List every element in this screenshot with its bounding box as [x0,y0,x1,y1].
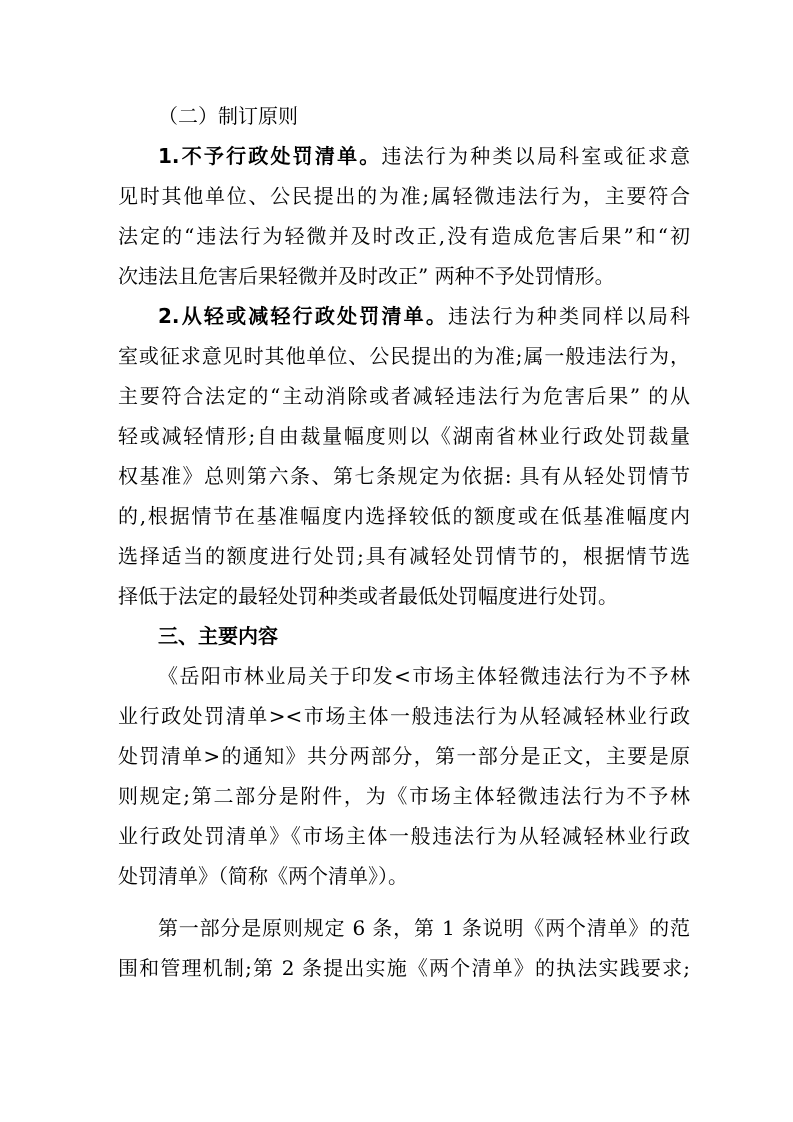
main-paragraph-text-5: 业行政处罚清单》《市场主体一般违法行为从轻减轻林业行政 [118,824,690,848]
main-paragraph-text-6: 处罚清单》（简称《两个清单》）。 [118,864,408,888]
main-paragraph-line-2 [118,696,690,736]
document-body [118,96,690,988]
main-paragraph-line-3 [118,736,690,776]
principle-1-text-2: 见时其他单位、公民提出的为准;属轻微违法行为，主要符合 [118,184,690,208]
principle-2-line-7 [118,536,690,576]
principle-2-text-8: 择低于法定的最轻处罚种类或者最低处罚幅度进行处罚。 [118,584,618,608]
section-heading-main-content [118,616,690,656]
part1-paragraph-line-1 [118,908,690,948]
principle-1-title: 1.不予行政处罚清单。 [158,144,382,168]
section-heading-principles-text: （二）制订原则 [158,104,298,128]
principle-2-line-4 [118,416,690,456]
principle-2-line-3 [118,376,690,416]
principle-1-line-1 [118,136,690,176]
main-paragraph-line-1 [118,656,690,696]
principle-2-text-4: 轻或减轻情形;自由裁量幅度则以《湖南省林业行政处罚裁量 [118,424,690,448]
principle-2-title: 2.从轻或减轻行政处罚清单。 [158,304,449,328]
main-paragraph-line-4 [118,776,690,816]
principle-2-line-8 [118,576,690,616]
principle-2-line-2 [118,336,690,376]
part1-paragraph-text-2: 围和管理机制;第 2 条提出实施《两个清单》的执法实践要求; [118,956,690,980]
principle-1-line-4 [118,256,690,296]
main-paragraph-text-1: 《岳阳市林业局关于印发<市场主体轻微违法行为不予林 [158,664,690,688]
principle-1-text-1: 违法行为种类以局科室或征求意 [381,144,690,168]
main-paragraph-line-6 [118,856,690,896]
part1-paragraph-line-2 [118,948,690,988]
principle-2-line-5 [118,456,690,496]
section-heading-principles [118,96,690,136]
principle-2-text-7: 选择适当的额度进行处罚;具有减轻处罚情节的，根据情节选 [118,544,690,568]
principle-1-text-3: 法定的“违法行为轻微并及时改正,没有造成危害后果”和“初 [118,224,690,248]
main-paragraph-text-4: 则规定;第二部分是附件，为《市场主体轻微违法行为不予林 [118,784,690,808]
principle-2-line-1 [118,296,690,336]
section-heading-main-content-text: 三、主要内容 [158,624,278,648]
principle-2-line-6 [118,496,690,536]
principle-2-text-3: 主要符合法定的“主动消除或者减轻违法行为危害后果” 的从 [118,384,690,408]
principle-2-text-2: 室或征求意见时其他单位、公民提出的为准;属一般违法行为， [118,344,690,368]
main-paragraph-text-3: 处罚清单>的通知》共分两部分，第一部分是正文，主要是原 [118,744,690,768]
principle-1-text-4: 次违法且危害后果轻微并及时改正” 两种不予处罚情形。 [118,264,615,288]
paragraph-spacer [118,896,690,908]
main-paragraph-text-2: 业行政处罚清单><市场主体一般违法行为从轻减轻林业行政 [118,704,690,728]
principle-1-line-2 [118,176,690,216]
principle-2-text-6: 的,根据情节在基准幅度内选择较低的额度或在低基准幅度内 [118,504,690,528]
part1-paragraph-text-1: 第一部分是原则规定 6 条，第 1 条说明《两个清单》的范 [158,916,690,940]
main-paragraph-line-5 [118,816,690,856]
principle-1-line-3 [118,216,690,256]
principle-2-text-1: 违法行为种类同样以局科 [448,304,690,328]
principle-2-text-5: 权基准》总则第六条、第七条规定为依据: 具有从轻处罚情节 [118,464,690,488]
